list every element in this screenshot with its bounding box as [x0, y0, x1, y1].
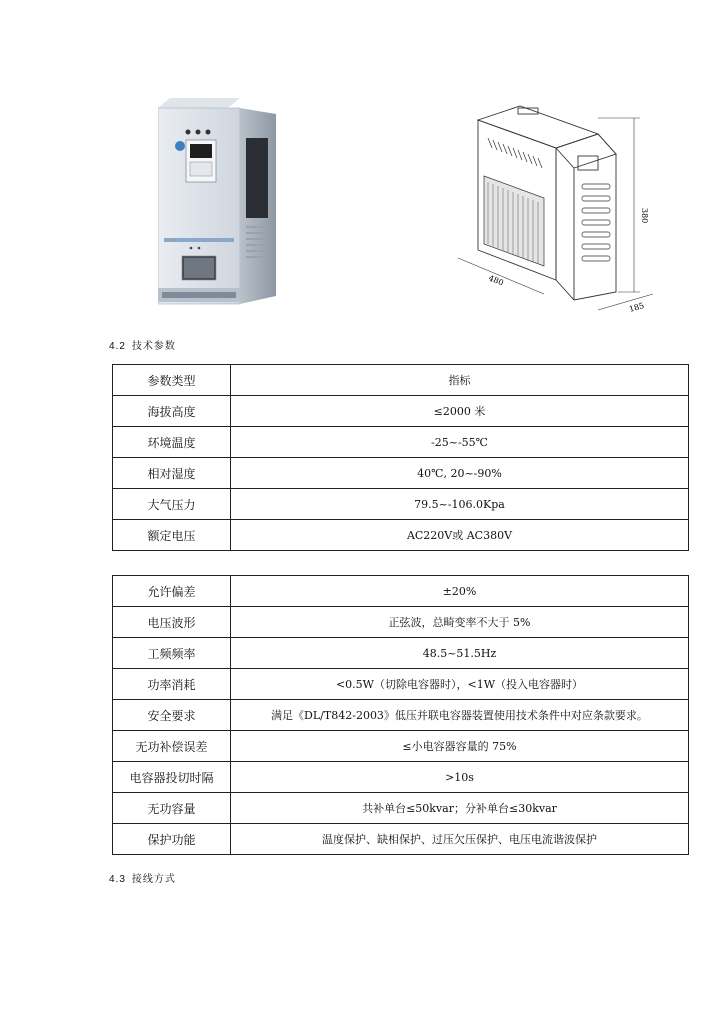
param-name-cell: 环境温度: [113, 427, 231, 458]
dim-depth: 185: [628, 301, 646, 314]
section-number: 4.2: [109, 341, 126, 352]
param-name-cell: 额定电压: [113, 520, 231, 551]
param-name-cell: 保护功能: [113, 824, 231, 855]
table-row: [113, 576, 689, 607]
param-name-cell: 功率消耗: [113, 669, 231, 700]
param-name-cell: 无功补偿误差: [113, 731, 231, 762]
param-value-cell: ≤小电容器容量的 75%: [231, 731, 689, 762]
section-heading-4-3: [109, 870, 176, 885]
parameter-table-2: [112, 575, 689, 855]
param-name-cell: 参数类型: [113, 365, 231, 396]
param-value-cell: >10s: [231, 762, 689, 793]
param-value-cell: 48.5~51.5Hz: [231, 638, 689, 669]
table-row: [113, 793, 689, 824]
param-name-cell: 相对湿度: [113, 458, 231, 489]
dim-height: 380: [640, 208, 649, 224]
param-name-cell: 允许偏差: [113, 576, 231, 607]
param-value-cell: -25~-55℃: [231, 427, 689, 458]
param-value-cell: 40℃, 20~-90%: [231, 458, 689, 489]
param-name-cell: 工频频率: [113, 638, 231, 669]
section-number: 4.3: [109, 874, 126, 885]
param-value-cell: ≤2000 米: [231, 396, 689, 427]
parameter-table-1: [112, 364, 689, 551]
table-row: [113, 669, 689, 700]
table-row: [113, 824, 689, 855]
param-value-cell: <0.5W（切除电容器时），<1W（投入电容器时）: [231, 669, 689, 700]
table-row: [113, 427, 689, 458]
param-value-cell: 79.5~-106.0Kpa: [231, 489, 689, 520]
table-row: [113, 396, 689, 427]
dim-width: 480: [487, 273, 505, 288]
param-value-cell: 正弦波，总畸变率不大于 5%: [231, 607, 689, 638]
param-value-cell: 满足《DL/T842-2003》低压并联电容器装置使用技术条件中对应条款要求。: [231, 700, 689, 731]
param-value-cell: ±20%: [231, 576, 689, 607]
table-row: [113, 762, 689, 793]
table-row: [113, 458, 689, 489]
table-row: [113, 520, 689, 551]
param-value-cell: 指标: [231, 365, 689, 396]
table-row: [113, 731, 689, 762]
table-row: [113, 700, 689, 731]
param-name-cell: 电压波形: [113, 607, 231, 638]
section-heading-4-2: [109, 337, 176, 352]
section-title: 技术参数: [131, 341, 176, 352]
table-row: [113, 607, 689, 638]
param-value-cell: AC220V或 AC380V: [231, 520, 689, 551]
product-photo: [158, 98, 282, 306]
dimension-drawing: [448, 98, 658, 320]
param-name-cell: 海拔高度: [113, 396, 231, 427]
param-name-cell: 无功容量: [113, 793, 231, 824]
param-name-cell: 电容器投切时隔: [113, 762, 231, 793]
param-value-cell: 共补单台≤50kvar；分补单台≤30kvar: [231, 793, 689, 824]
table-row: [113, 638, 689, 669]
section-title: 接线方式: [131, 874, 176, 885]
param-value-cell: 温度保护、缺相保护、过压欠压保护、电压电流谐波保护: [231, 824, 689, 855]
param-name-cell: 安全要求: [113, 700, 231, 731]
table-row: [113, 365, 689, 396]
param-name-cell: 大气压力: [113, 489, 231, 520]
table-row: [113, 489, 689, 520]
